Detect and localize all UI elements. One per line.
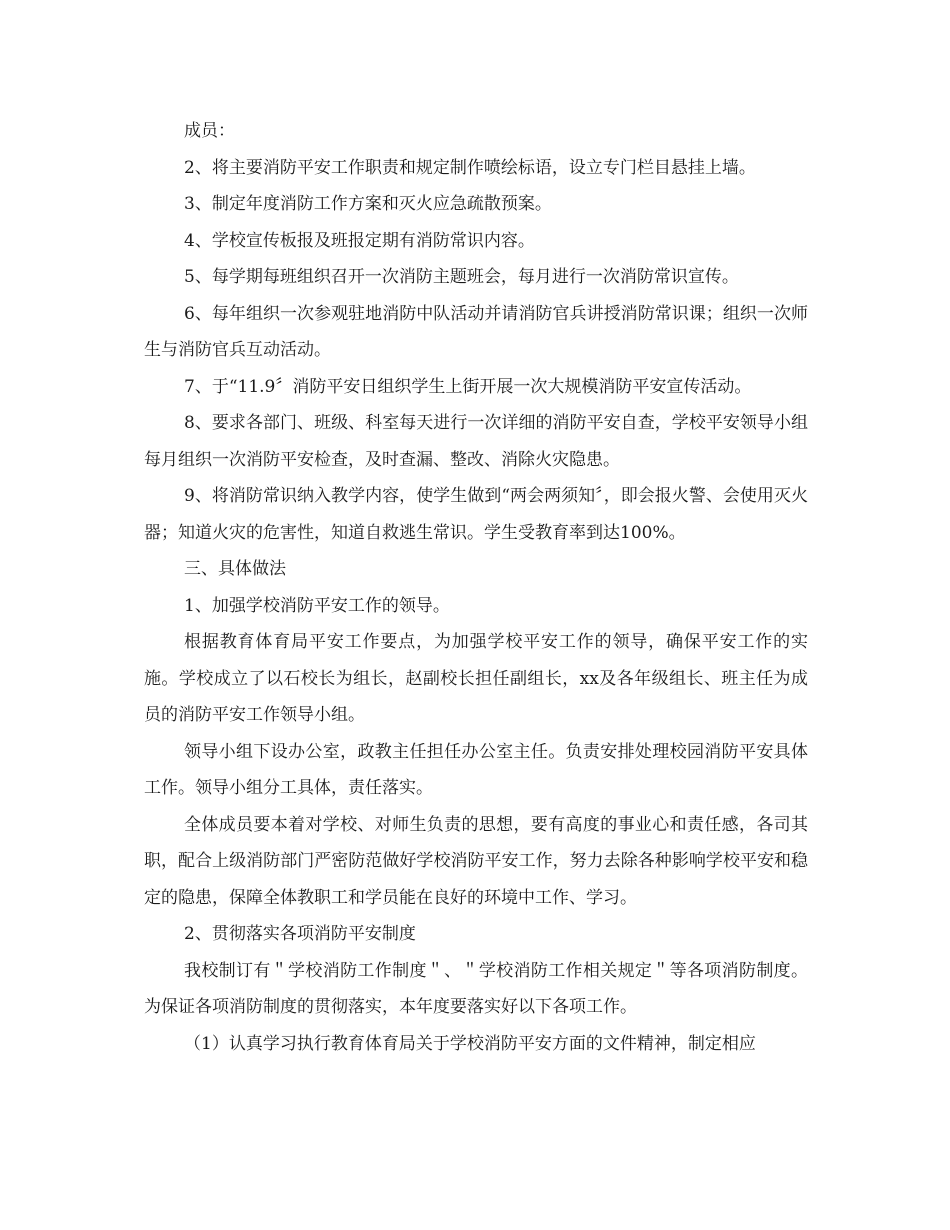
paragraph-sub-1: （1）认真学习执行教育体育局关于学校消防平安方面的文件精神，制定相应	[184, 1033, 756, 1054]
paragraph-item-3: 3、制定年度消防工作方案和灭火应急疏散预案。	[184, 194, 552, 214]
paragraph-item-8: 8、要求各部门、班级、科室每天进行一次详细的消防平安自查，学校平安领导小组每月组织一次消防平安检查，及时查漏、整改、消除火灾隐患。	[144, 413, 808, 470]
document-body	[144, 113, 808, 1062]
paragraph-item-9: 9、将消防常识纳入教学内容，使学生做到“两会两须知〞，即会报火警、会使用灭火器；知道火灾的危害性，知道自救逃生常识。学生受教育率到达100%。	[144, 486, 808, 543]
subheading-2: 2、贯彻落实各项消防平安制度	[184, 924, 416, 944]
subheading-1: 1、加强学校消防平安工作的领导。	[184, 595, 450, 616]
paragraph-leadership: 根据教育体育局平安工作要点，为加强学校平安工作的领导，确保平安工作的实施。学校成立了以石校长为组长，赵副校长担任副组长，xx及各年级组长、班主任为成员的消防平安工作领导小组。	[144, 632, 808, 725]
paragraph-item-2: 2、将主要消防平安工作职责和规定制作喷绘标语，设立专门栏目悬挂上墙。	[184, 157, 756, 178]
paragraph-item-5: 5、每学期每班组织召开一次消防主题班会，每月进行一次消防常识宣传。	[184, 267, 739, 287]
paragraph-systems: 我校制订有＂学校消防工作制度＂、＂学校消防工作相关规定＂等各项消防制度。为保证各项消防制度的贯彻落实，本年度要落实好以下各项工作。	[144, 960, 808, 1017]
paragraph-item-6: 6、每年组织一次参观驻地消防中队活动并请消防官兵讲授消防常识课；组织一次师生与消防官兵互动活动。	[144, 303, 808, 360]
paragraph-item-4: 4、学校宣传板报及班报定期有消防常识内容。	[184, 230, 535, 251]
paragraph-item-7: 7、于“11.9〞消防平安日组织学生上街开展一次大规模消防平安宣传活动。	[184, 376, 752, 397]
section-heading-3: 三、具体做法	[184, 559, 286, 579]
paragraph-members: 成员：	[184, 121, 235, 141]
paragraph-office: 领导小组下设办公室，政教主任担任办公室主任。负责安排处理校园消防平安具体工作。领导小组分工具体，责任落实。	[144, 741, 808, 798]
paragraph-all-members: 全体成员要本着对学校、对师生负责的思想，要有高度的事业心和责任感，各司其职，配合上级消防部门严密防范做好学校消防平安工作，努力去除各种影响学校平安和稳定的隐患，保障全体教职工和学员能在良好的环境中工作、学习。	[144, 814, 808, 908]
